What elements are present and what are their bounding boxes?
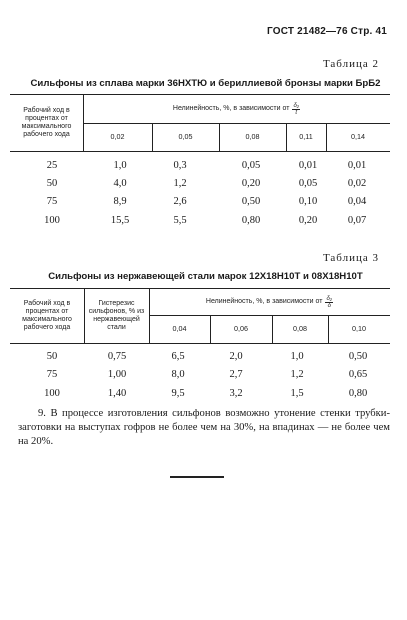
table-3-stroke-header: Рабочий ход в процентах от максимального рабочего хода — [22, 300, 72, 331]
table-3-value-cell: 1,5 — [290, 388, 304, 399]
table-3-value-cell: 6,5 — [171, 351, 185, 362]
table-2-value-cell: 0,20 — [241, 178, 261, 189]
table-2-value-cell: 0,20 — [298, 215, 318, 226]
fraction-denominator: t — [295, 109, 298, 116]
table-3-nonlinearity-label: Нелинейность, %, в зависимости от — [205, 298, 323, 305]
table-3-value-cell: 0,65 — [348, 369, 368, 380]
table-2-row — [10, 160, 390, 178]
table-2-subheader: 0,14 — [351, 132, 365, 141]
table-3-stroke-cell: 100 — [44, 388, 60, 399]
table-3-value-cell: 0,50 — [348, 351, 368, 362]
table-2-value-cell: 1,2 — [173, 178, 187, 189]
table-3-value-cell: 2,7 — [229, 369, 243, 380]
table-2-nonlinearity-header — [83, 95, 390, 123]
table-3-row — [10, 369, 390, 387]
table-3-title: Сильфоны из нержавеющей стали марок 12Х18Н10Т и 08Х18Н10Т — [48, 271, 363, 282]
table-2-value-cell: 0,07 — [347, 215, 367, 226]
table-2-value-cell: 0,02 — [347, 178, 367, 189]
table-2-value-cell: 0,01 — [298, 160, 318, 171]
table-2-value-cell: 0,04 — [347, 196, 367, 207]
table-3-label: Таблица 3 — [322, 252, 379, 264]
fraction-numerator: δ₂ — [326, 295, 333, 302]
table-2-subheader: 0,02 — [110, 132, 125, 141]
table-3-value-cell: 3,2 — [229, 388, 243, 399]
table-3-hysteresis-cell: 1,40 — [107, 388, 127, 399]
table-2-stroke-header: Рабочий ход в процентах от максимального рабочего хода — [21, 107, 72, 138]
table-2-label: Таблица 2 — [322, 58, 379, 70]
table-3-header — [10, 288, 390, 344]
fraction-numerator: δ₂ — [293, 102, 300, 109]
table-2-value-cell: 0,50 — [241, 196, 261, 207]
table-2-row — [10, 215, 390, 233]
page-header: ГОСТ 21482—76 Стр. 41 — [267, 26, 387, 37]
table-2-value-cell: 4,0 — [113, 178, 127, 189]
table-3-value-cell: 1,2 — [290, 369, 304, 380]
table-3-value-cell: 2,0 — [229, 351, 243, 362]
table-3-value-cell: 8,0 — [171, 369, 185, 380]
table-2-subheader: 0,08 — [245, 132, 260, 141]
table-2-stroke-cell: 50 — [46, 178, 58, 189]
table-3-stroke-cell: 50 — [46, 351, 58, 362]
table-3-nonlinearity-header — [149, 289, 390, 315]
table-2-stroke-cell: 100 — [44, 215, 60, 226]
table-3-hysteresis-cell: 0,75 — [107, 351, 127, 362]
table-3-value-cell: 9,5 — [171, 388, 185, 399]
fraction-symbol — [325, 296, 333, 309]
table-2-value-cell: 8,9 — [113, 196, 127, 207]
table-2-row — [10, 178, 390, 196]
table-2-title: Сильфоны из сплава марки 36НХТЮ и бериллиевой бронзы марки БрБ2 — [30, 78, 381, 89]
table-3-row — [10, 351, 390, 369]
table-3-row — [10, 388, 390, 406]
table-3-stroke-cell: 75 — [46, 369, 58, 380]
table-2-value-cell: 0,10 — [298, 196, 318, 207]
table-2-value-cell: 2,6 — [173, 196, 187, 207]
table-2-value-cell: 5,5 — [173, 215, 187, 226]
table-3-hysteresis-header: Гистерезис сильфонов, % из нержавеющей стали — [88, 300, 145, 331]
table-2-stroke-cell: 75 — [46, 196, 58, 207]
table-2-header — [10, 94, 390, 152]
fraction-symbol — [292, 103, 300, 116]
table-2-value-cell: 15,5 — [110, 215, 130, 226]
table-3-subheader: 0,06 — [234, 324, 248, 333]
table-3-subheader: 0,04 — [172, 324, 187, 333]
table-3-value-cell: 1,0 — [290, 351, 304, 362]
table-2-subheader: 0,05 — [178, 132, 193, 141]
table-2-value-cell: 0,3 — [173, 160, 187, 171]
table-2-value-cell: 0,01 — [347, 160, 367, 171]
table-3-value-cell: 0,80 — [348, 388, 368, 399]
table-2-value-cell: 0,80 — [241, 215, 261, 226]
section-divider — [170, 476, 224, 478]
table-2-value-cell: 1,0 — [113, 160, 127, 171]
table-2-value-cell: 0,05 — [241, 160, 261, 171]
table-3-hysteresis-cell: 1,00 — [107, 369, 127, 380]
paragraph-9: 9. В процессе изготовления сильфонов возможно утонение стенки трубки-заготовки на выступах гофров не более чем на 30%, на впадинах — не более чем на 20%. — [18, 408, 390, 447]
table-2-value-cell: 0,05 — [298, 178, 318, 189]
fraction-denominator: δ — [327, 302, 331, 309]
table-3-subheader: 0,08 — [293, 324, 307, 333]
table-2-subheader: 0,11 — [299, 132, 313, 141]
table-3-subheader: 0,10 — [352, 324, 366, 333]
table-2-row — [10, 196, 390, 214]
table-2-nonlinearity-label: Нелинейность, %, в зависимости от — [172, 105, 290, 112]
table-2-stroke-cell: 25 — [46, 160, 58, 171]
